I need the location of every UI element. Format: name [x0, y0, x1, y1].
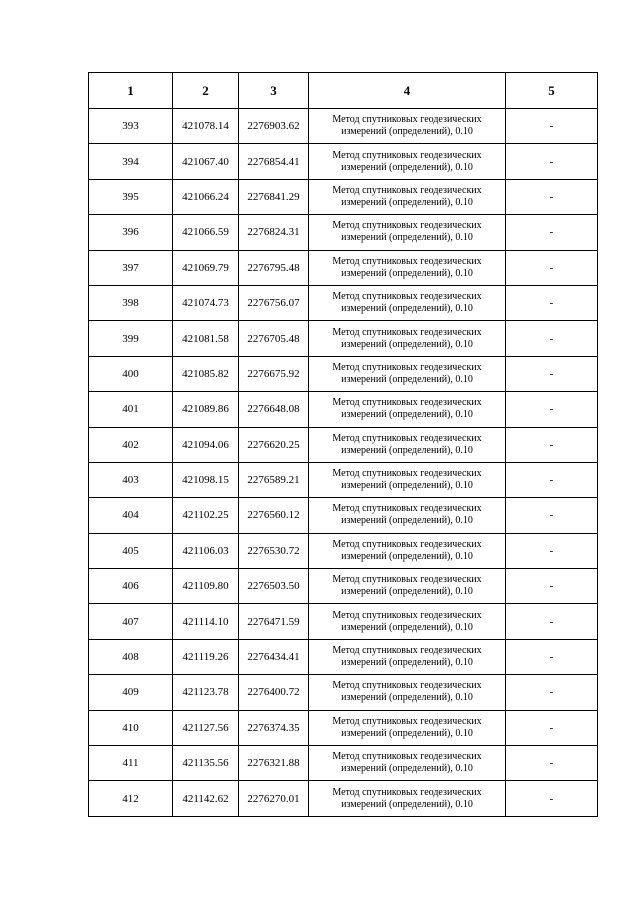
table-row	[89, 356, 598, 391]
method-cell: Метод спутниковых геодезических измерений (определений), 0.10	[309, 710, 506, 745]
method-cell: Метод спутниковых геодезических измерений (определений), 0.10	[309, 392, 506, 427]
method-cell: Метод спутниковых геодезических измерений (определений), 0.10	[309, 285, 506, 320]
table-row	[89, 710, 598, 745]
table-row	[89, 781, 598, 816]
x-coordinate-cell: 421066.24	[173, 179, 239, 214]
method-cell: Метод спутниковых геодезических измерений (определений), 0.10	[309, 356, 506, 391]
point-number-cell: 412	[89, 781, 173, 816]
header-col-4: 4	[309, 73, 506, 109]
y-coordinate-cell: 2276824.31	[239, 215, 309, 250]
method-cell: Метод спутниковых геодезических измерений (определений), 0.10	[309, 604, 506, 639]
point-number-cell: 398	[89, 285, 173, 320]
y-coordinate-cell: 2276620.25	[239, 427, 309, 462]
x-coordinate-cell: 421114.10	[173, 604, 239, 639]
x-coordinate-cell: 421127.56	[173, 710, 239, 745]
method-cell: Метод спутниковых геодезических измерений (определений), 0.10	[309, 675, 506, 710]
header-col-3: 3	[239, 73, 309, 109]
point-number-cell: 402	[89, 427, 173, 462]
note-cell: -	[506, 533, 598, 568]
note-cell: -	[506, 144, 598, 179]
method-cell: Метод спутниковых геодезических измерений (определений), 0.10	[309, 179, 506, 214]
table-row	[89, 675, 598, 710]
point-number-cell: 401	[89, 392, 173, 427]
y-coordinate-cell: 2276589.21	[239, 462, 309, 497]
x-coordinate-cell: 421067.40	[173, 144, 239, 179]
point-number-cell: 397	[89, 250, 173, 285]
table-row	[89, 604, 598, 639]
point-number-cell: 408	[89, 639, 173, 674]
x-coordinate-cell: 421135.56	[173, 746, 239, 781]
table-row	[89, 533, 598, 568]
y-coordinate-cell: 2276400.72	[239, 675, 309, 710]
note-cell: -	[506, 392, 598, 427]
x-coordinate-cell: 421102.25	[173, 498, 239, 533]
point-number-cell: 404	[89, 498, 173, 533]
point-number-cell: 406	[89, 569, 173, 604]
note-cell: -	[506, 710, 598, 745]
y-coordinate-cell: 2276270.01	[239, 781, 309, 816]
y-coordinate-cell: 2276841.29	[239, 179, 309, 214]
point-number-cell: 403	[89, 462, 173, 497]
y-coordinate-cell: 2276530.72	[239, 533, 309, 568]
y-coordinate-cell: 2276675.92	[239, 356, 309, 391]
y-coordinate-cell: 2276503.50	[239, 569, 309, 604]
y-coordinate-cell: 2276795.48	[239, 250, 309, 285]
x-coordinate-cell: 421098.15	[173, 462, 239, 497]
x-coordinate-cell: 421119.26	[173, 639, 239, 674]
note-cell: -	[506, 427, 598, 462]
x-coordinate-cell: 421078.14	[173, 109, 239, 144]
x-coordinate-cell: 421106.03	[173, 533, 239, 568]
header-col-1: 1	[89, 73, 173, 109]
y-coordinate-cell: 2276471.59	[239, 604, 309, 639]
note-cell: -	[506, 746, 598, 781]
x-coordinate-cell: 421142.62	[173, 781, 239, 816]
note-cell: -	[506, 462, 598, 497]
table-header-row	[89, 73, 598, 109]
y-coordinate-cell: 2276648.08	[239, 392, 309, 427]
note-cell: -	[506, 569, 598, 604]
table-row	[89, 285, 598, 320]
x-coordinate-cell: 421081.58	[173, 321, 239, 356]
note-cell: -	[506, 285, 598, 320]
x-coordinate-cell: 421094.06	[173, 427, 239, 462]
point-number-cell: 409	[89, 675, 173, 710]
method-cell: Метод спутниковых геодезических измерений (определений), 0.10	[309, 781, 506, 816]
point-number-cell: 411	[89, 746, 173, 781]
table-row	[89, 179, 598, 214]
method-cell: Метод спутниковых геодезических измерений (определений), 0.10	[309, 109, 506, 144]
table-row	[89, 392, 598, 427]
method-cell: Метод спутниковых геодезических измерений (определений), 0.10	[309, 215, 506, 250]
coordinates-table	[88, 72, 598, 817]
y-coordinate-cell: 2276854.41	[239, 144, 309, 179]
y-coordinate-cell: 2276705.48	[239, 321, 309, 356]
note-cell: -	[506, 781, 598, 816]
note-cell: -	[506, 356, 598, 391]
method-cell: Метод спутниковых геодезических измерений (определений), 0.10	[309, 639, 506, 674]
x-coordinate-cell: 421085.82	[173, 356, 239, 391]
y-coordinate-cell: 2276903.62	[239, 109, 309, 144]
table-row	[89, 215, 598, 250]
table-row	[89, 427, 598, 462]
point-number-cell: 410	[89, 710, 173, 745]
method-cell: Метод спутниковых геодезических измерений (определений), 0.10	[309, 144, 506, 179]
note-cell: -	[506, 498, 598, 533]
note-cell: -	[506, 604, 598, 639]
note-cell: -	[506, 109, 598, 144]
x-coordinate-cell: 421069.79	[173, 250, 239, 285]
point-number-cell: 407	[89, 604, 173, 639]
point-number-cell: 399	[89, 321, 173, 356]
note-cell: -	[506, 675, 598, 710]
note-cell: -	[506, 639, 598, 674]
method-cell: Метод спутниковых геодезических измерений (определений), 0.10	[309, 569, 506, 604]
point-number-cell: 400	[89, 356, 173, 391]
table-row	[89, 569, 598, 604]
point-number-cell: 405	[89, 533, 173, 568]
note-cell: -	[506, 321, 598, 356]
x-coordinate-cell: 421066.59	[173, 215, 239, 250]
note-cell: -	[506, 179, 598, 214]
table-row	[89, 250, 598, 285]
note-cell: -	[506, 215, 598, 250]
table-row	[89, 109, 598, 144]
point-number-cell: 396	[89, 215, 173, 250]
x-coordinate-cell: 421109.80	[173, 569, 239, 604]
y-coordinate-cell: 2276434.41	[239, 639, 309, 674]
method-cell: Метод спутниковых геодезических измерений (определений), 0.10	[309, 250, 506, 285]
method-cell: Метод спутниковых геодезических измерений (определений), 0.10	[309, 427, 506, 462]
header-col-2: 2	[173, 73, 239, 109]
header-col-5: 5	[506, 73, 598, 109]
method-cell: Метод спутниковых геодезических измерений (определений), 0.10	[309, 321, 506, 356]
method-cell: Метод спутниковых геодезических измерений (определений), 0.10	[309, 746, 506, 781]
table-body	[89, 109, 598, 817]
table-row	[89, 498, 598, 533]
point-number-cell: 395	[89, 179, 173, 214]
y-coordinate-cell: 2276321.88	[239, 746, 309, 781]
y-coordinate-cell: 2276560.12	[239, 498, 309, 533]
note-cell: -	[506, 250, 598, 285]
table-row	[89, 639, 598, 674]
point-number-cell: 394	[89, 144, 173, 179]
table-row	[89, 144, 598, 179]
method-cell: Метод спутниковых геодезических измерений (определений), 0.10	[309, 533, 506, 568]
table-row	[89, 321, 598, 356]
y-coordinate-cell: 2276756.07	[239, 285, 309, 320]
table-row	[89, 746, 598, 781]
method-cell: Метод спутниковых геодезических измерений (определений), 0.10	[309, 498, 506, 533]
x-coordinate-cell: 421089.86	[173, 392, 239, 427]
x-coordinate-cell: 421123.78	[173, 675, 239, 710]
point-number-cell: 393	[89, 109, 173, 144]
y-coordinate-cell: 2276374.35	[239, 710, 309, 745]
x-coordinate-cell: 421074.73	[173, 285, 239, 320]
method-cell: Метод спутниковых геодезических измерений (определений), 0.10	[309, 462, 506, 497]
table-row	[89, 462, 598, 497]
